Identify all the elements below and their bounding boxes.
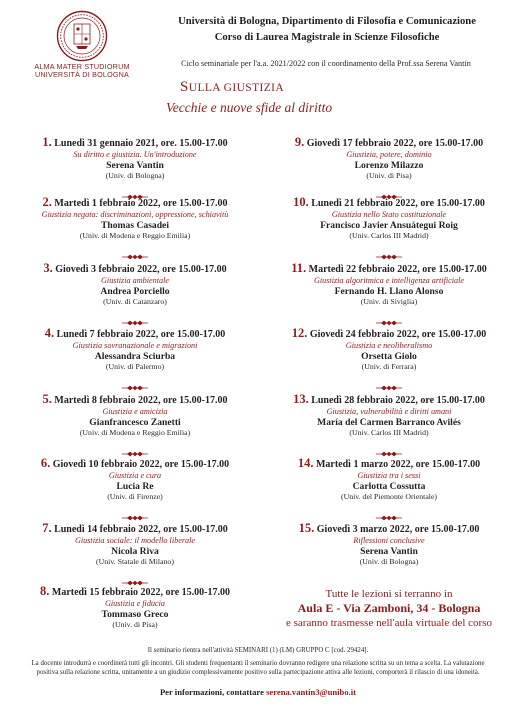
entry-date: Lunedì 14 febbraio 2022, ore 15.00-17.00	[54, 524, 228, 535]
entry-number: 15.	[298, 521, 315, 535]
entry-number: 6.	[40, 456, 51, 470]
title-rest: ULLA GIUSTIZIA	[188, 82, 285, 94]
entry-number: 14.	[297, 456, 314, 470]
entry-topic: Giustizia, vulnerabilità e diritti umani	[326, 407, 452, 416]
entry-number: 8.	[40, 584, 50, 598]
separator-ornament	[122, 247, 148, 253]
seminar-entry	[10, 136, 260, 181]
seminar-entry	[264, 393, 514, 438]
university-seal-logo	[56, 10, 108, 62]
entry-affiliation: (Univ. del Piemonte Orientale)	[340, 492, 438, 501]
seminar-entry	[10, 262, 260, 307]
entry-date: Giovedì 17 febbraio 2022, ore 15.00-17.00	[306, 138, 484, 149]
entry-date-line	[10, 522, 260, 536]
contact-prefix: Per informazioni, contattare	[159, 687, 267, 697]
entry-topic: Giustizia e amicizia	[102, 407, 168, 416]
entry-date-line	[10, 393, 260, 407]
entry-topic: Giustizia e fiducia	[104, 599, 166, 608]
seminar-entry	[264, 522, 514, 567]
entry-date-line	[10, 136, 260, 150]
entry-speaker: Andrea Porciello	[100, 286, 170, 297]
entry-speaker: Serena Vantin	[360, 546, 418, 557]
entry-speaker: Carlotta Cossutta	[352, 481, 426, 492]
entry-date: Martedì 22 febbraio 2022, ore 15.00-17.00	[308, 264, 487, 275]
logo-line-1: ALMA MATER STUDIORUM	[34, 62, 130, 71]
entry-date: Giovedì 3 febbraio 2022, ore 15.00-17.00	[55, 264, 227, 275]
evaluation-note: La docente introdurrà e coordinerà tutti gli incontri. Gli studenti frequentanti il seminario dovranno redigere una relazione scritta su un tema a scelta. La valutazione positiva sulla relazione scritta, unitamente a un giudizio complessivamente positivo sulla partecipazione attiva alle lezioni, comporterà il rilascio di una idoneità.	[31, 660, 485, 677]
separator-ornament	[376, 508, 402, 514]
separator-ornament	[376, 187, 402, 193]
entry-speaker: Nicola Riva	[111, 546, 159, 557]
entry-affiliation: (Univ. Carlos III Madrid)	[349, 428, 429, 437]
entry-speaker: Lorenzo Milazzo	[354, 160, 424, 171]
entry-topic: Giustizia sovranazionale e migrazioni	[72, 341, 198, 350]
entry-affiliation: (Univ. di Siviglia)	[360, 297, 418, 306]
entry-number: 7.	[42, 521, 52, 535]
separator-ornament	[122, 313, 148, 319]
entry-affiliation: (Univ. di Bologna)	[105, 171, 165, 180]
seminar-entry	[264, 196, 514, 241]
entry-date: Martedì 1 febbraio 2022, ore 15.00-17.00	[54, 198, 228, 209]
seminar-subtitle: Vecchie e nuove sfide al diritto	[166, 100, 333, 115]
cycle-line: Ciclo seminariale per l'a.a. 2021/2022 con il coordinamento della Prof.ssa Serena Vantin	[181, 59, 471, 68]
entry-date: Martedì 8 febbraio 2022, ore 15.00-17.00	[54, 395, 228, 406]
entry-speaker: Francisco Javier Ansuátegui Roig	[320, 220, 458, 231]
separator-ornament	[122, 378, 148, 384]
entry-topic: Giustizia e cura	[108, 471, 162, 480]
entry-date-line	[264, 136, 514, 150]
entry-topic: Giustizia e neoliberalismo	[345, 341, 433, 350]
entry-date-line	[10, 585, 260, 599]
alma-mater-logotype	[14, 63, 150, 79]
entry-number: 12.	[291, 326, 308, 340]
entry-affiliation: (Univ. Statale di Milano)	[96, 557, 174, 566]
entry-affiliation: (Univ. di Palermo)	[105, 362, 165, 371]
entry-number: 2.	[42, 195, 52, 209]
entry-affiliation: (Univ. di Ferrara)	[361, 362, 417, 371]
entry-date: Martedì 1 marzo 2022, ore 15.00-17.00	[315, 459, 481, 470]
entry-affiliation: (Univ. Carlos III Madrid)	[349, 231, 429, 240]
entry-date-line	[264, 393, 514, 407]
seminar-entry	[264, 262, 514, 307]
entry-date-line	[264, 522, 514, 536]
entry-date-line	[264, 327, 514, 341]
entry-topic: Giustizia, potere, dominio	[346, 150, 432, 159]
entry-date: Lunedì 7 febbraio 2022, ore 15.00-17.00	[56, 329, 226, 340]
seminar-entry	[10, 327, 260, 372]
entry-number: 3.	[43, 261, 53, 275]
entry-affiliation: (Univ. di Modena e Reggio Emilia)	[79, 231, 191, 240]
contact-line	[22, 688, 494, 697]
seminar-entry	[10, 196, 260, 241]
entry-speaker: Alessandra Sciurba	[94, 351, 176, 362]
entry-date: Lunedì 21 febbraio 2022, ore 15.00-17.00	[311, 198, 485, 209]
entry-date-line	[10, 196, 260, 210]
seminar-entry	[264, 136, 514, 181]
separator-ornament	[122, 444, 148, 450]
seminar-title	[180, 79, 284, 96]
seminar-entry	[10, 457, 260, 502]
entry-number: 9.	[294, 135, 305, 149]
entry-date: Martedì 15 febbraio 2022, ore 15.00-17.00	[51, 587, 230, 598]
entry-affiliation: (Univ. di Modena e Reggio Emilia)	[79, 428, 191, 437]
separator-ornament	[376, 313, 402, 319]
location-line-1: Tutte le lezioni si terranno in	[325, 588, 453, 600]
entry-date: Lunedì 28 febbraio 2022, ore 15.00-17.00	[311, 395, 485, 406]
entry-speaker: Thomas Casadei	[101, 220, 169, 231]
entry-number: 11.	[291, 261, 307, 275]
entry-date-line	[10, 262, 260, 276]
entry-topic: Giustizia negata: discriminazioni, oppressione, schiavitù	[41, 210, 229, 219]
entry-topic: Su diritto e giustizia. Un'introduzione	[73, 150, 197, 159]
entry-date: Giovedì 24 febbraio 2022, ore 15.00-17.00	[309, 329, 487, 340]
location-block	[264, 587, 514, 630]
entry-affiliation: (Univ. di Pisa)	[366, 171, 412, 180]
entry-topic: Giustizia tra i sessi	[357, 471, 421, 480]
entry-speaker: Serena Vantin	[106, 160, 164, 171]
entry-date-line	[10, 327, 260, 341]
entry-speaker: Lucia Re	[116, 481, 154, 492]
entry-speaker: Tommaso Greco	[101, 609, 169, 620]
separator-ornament	[376, 247, 402, 253]
entry-topic: Giustizia ambientale	[101, 276, 169, 285]
seminar-code-note: Il seminario rientra nell'attività SEMINARI (1) (LM) GRUPPO C [cod. 29424].	[147, 647, 369, 654]
seminar-entry	[10, 393, 260, 438]
course-heading: Corso di Laurea Magistrale in Scienze Filosofiche	[214, 32, 440, 43]
entry-date: Lunedì 31 gennaio 2021, ore. 15.00-17.00	[54, 138, 228, 149]
title-initial: S	[180, 79, 189, 95]
entry-topic: Giustizia nello Stato costituzionale	[331, 210, 447, 219]
seminar-entry	[10, 585, 260, 630]
entry-topic: Riflessioni conclusive	[353, 536, 425, 545]
entry-date-line	[264, 196, 514, 210]
entry-number: 4.	[44, 326, 55, 340]
entry-number: 10.	[293, 195, 309, 209]
entry-number: 5.	[42, 392, 52, 406]
entry-date: Giovedì 3 marzo 2022, ore 15.00-17.00	[316, 524, 480, 535]
seminar-entry	[264, 327, 514, 372]
location-line-2: Aula E - Via Zamboni, 34 - Bologna	[297, 601, 481, 615]
location-line-3: e saranno trasmesse nell'aula virtuale del corso	[285, 617, 492, 629]
entry-number: 1.	[42, 135, 52, 149]
entry-number: 13.	[293, 392, 309, 406]
entry-speaker: María del Carmen Barranco Avilés	[317, 417, 461, 428]
entry-date: Giovedì 10 febbraio 2022, ore 15.00-17.00	[52, 459, 230, 470]
seminar-entry	[10, 522, 260, 567]
entry-speaker: Fernando H. Llano Alonso	[334, 286, 444, 297]
contact-email-link[interactable]: serena.vantin3@unibo.it	[266, 687, 357, 697]
department-heading: Università di Bologna, Dipartimento di Filosofia e Comunicazione	[178, 16, 476, 27]
entry-affiliation: (Univ. di Firenze)	[107, 492, 163, 501]
separator-ornament	[122, 508, 148, 514]
entry-topic: Giustizia sociale: il modello liberale	[74, 536, 196, 545]
separator-ornament	[122, 187, 148, 193]
entry-date-line	[264, 262, 514, 276]
seminar-entry	[264, 457, 514, 502]
separator-ornament	[376, 444, 402, 450]
entry-date-line	[10, 457, 260, 471]
entry-speaker: Orsetta Giolo	[361, 351, 417, 362]
entry-date-line	[264, 457, 514, 471]
separator-ornament	[122, 573, 148, 579]
entry-affiliation: (Univ. di Catanzaro)	[103, 297, 167, 306]
separator-ornament	[376, 378, 402, 384]
entry-speaker: Gianfrancesco Zanetti	[89, 417, 181, 428]
entry-affiliation: (Univ. di Pisa)	[112, 620, 158, 629]
entry-topic: Giustizia algoritmica e intelligenza artificiale	[313, 276, 465, 285]
entry-affiliation: (Univ. di Bologna)	[359, 557, 419, 566]
logo-line-2: UNIVERSITÀ DI BOLOGNA	[34, 70, 130, 79]
